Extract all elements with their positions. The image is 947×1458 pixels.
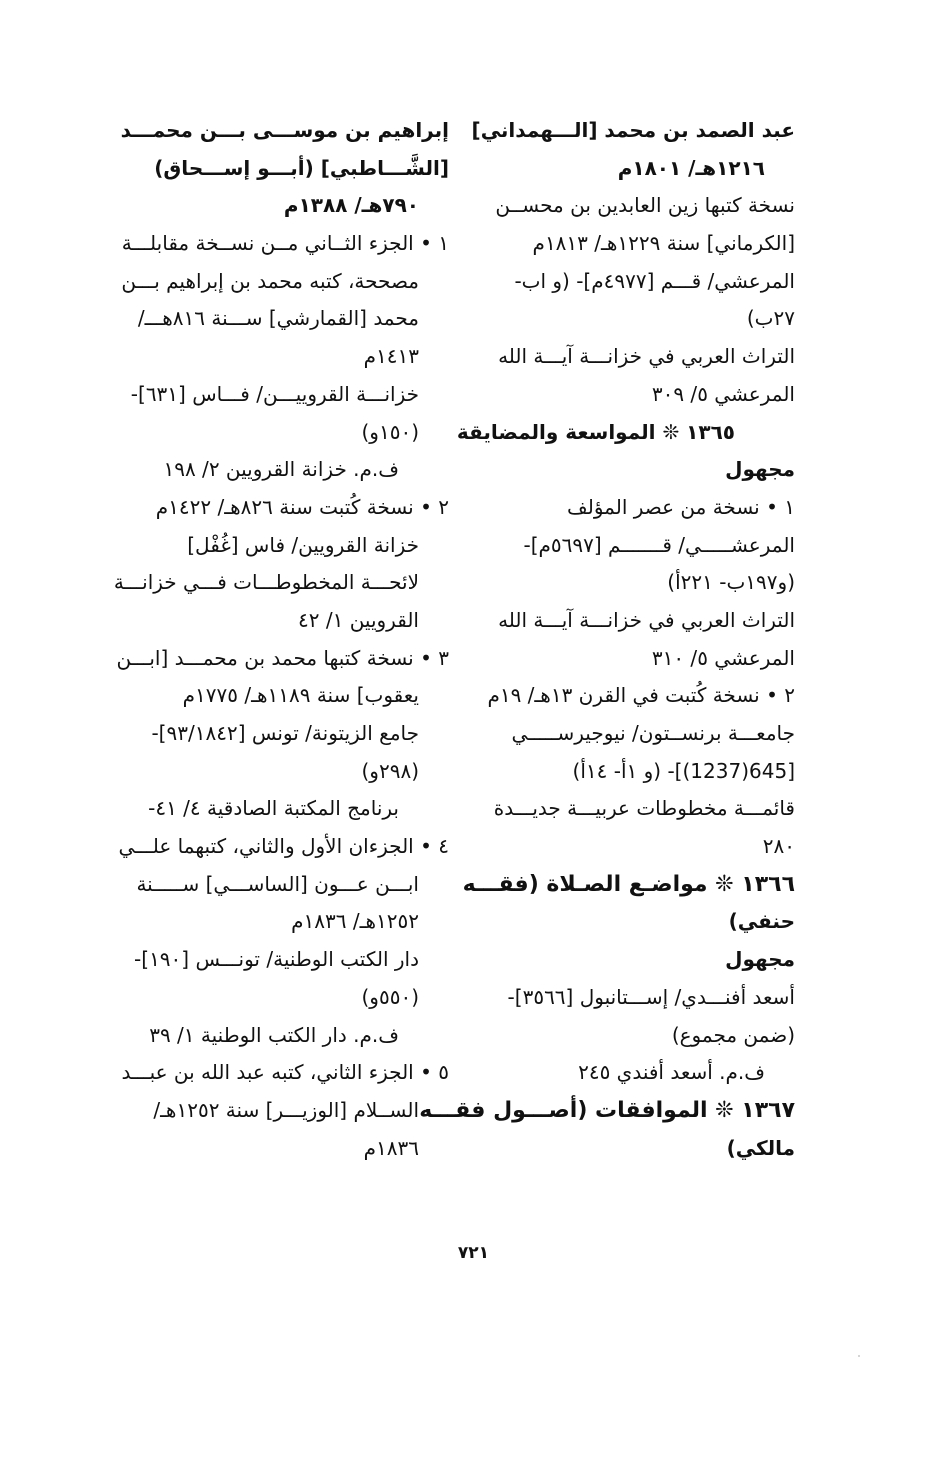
page-number: ٧٢١ [457,1243,490,1263]
left-column-line: (١٥٠و) [361,419,419,444]
right-column [419,112,795,1167]
right-column-line: عبد الصمد بن محمد [الـــهمداني] [471,118,795,142]
right-column-line: [645(1237)]- (و ١أ- ١٤أ) [572,758,795,783]
left-column-line: إبراهيم بن موســـى بـــن محمـــد [120,118,449,142]
left-column-line: لائحـــة المخطوطـــات فـــي خزانـــة [113,570,419,595]
left-column-line: ٤ • الجزءان الأول والثاني، كتبهما علـــي [118,834,449,859]
right-column-line: ف.م. أسعد أفندي ٢٤٥ [578,1060,765,1085]
left-column-line: ابـــن عـــون [الساســـي] ســـــنة [136,871,419,896]
right-column-line: نسخة كتبها زين العابدين بن محســن [495,193,795,218]
left-column-line: خزانـــة القروييـــن/ فـــاس [٦٣١]- [130,381,419,406]
left-column-line: ١٢٥٢هـ/ ١٨٣٦م [291,909,419,934]
left-column-line: برنامج المكتبة الصادقية ٤/ ٤١- [148,796,399,821]
right-column-line: ٢٧ب) [746,306,795,331]
left-column-line: ١٨٣٦م [363,1135,419,1160]
left-column-line: ٧٩٠هـ/ ١٣٨٨م [283,193,419,218]
right-column-line: حنفي) [728,909,795,934]
right-column-line: ١ • نسخة من عصر المؤلف [567,494,795,519]
right-column-line: المرعشي/ قـــم [٤٩٧٧م]- (و اب- [514,268,795,293]
right-column-line: [الكرماني] سنة ١٢٢٩هـ/ ١٨١٣م [532,231,795,256]
left-column-line: [الشَّـــاطبي] (أبـــو إســـحاق) [154,155,449,180]
left-column-line: القرويين ١/ ٤٢ [298,607,419,632]
right-column-line: جامعـــة برنســتون/ نيوجيرســـــي [511,721,795,745]
left-column-line: ٥ • الجزء الثاني، كتبه عبد الله بن عبـــد [121,1060,449,1085]
left-column-line: الســلام [الوزيـــر] سنة ١٢٥٢هـ/ [153,1097,419,1122]
left-column-line: ف.م. خزانة القرويين ٢/ ١٩٨ [163,457,399,482]
right-column-line: (ضمن مجموع) [671,1022,795,1047]
right-column-line: ١٣٦٦ ❊ مواضـع الصـلاة (فقـــه [462,871,795,897]
right-column-line: المرعشـــــي/ قـــــــم [٥٦٩٧م]- [523,532,795,557]
right-column-line: التراث العربي في خزانـــة آيـــة الله [498,344,795,369]
right-column-line: (و١٩٧ب- ٢٢١أ) [667,570,795,595]
left-column-line: جامع الزيتونة/ تونس [٩٣/١٨٤٢]- [151,721,419,745]
left-column-line: يعقوب] سنة ١١٨٩هـ/ ١٧٧٥م [182,683,419,708]
left-column-line: ٣ • نسخة كتبها محمد بن محمـــد [ابـــن [116,645,449,670]
right-column-line: مجهول [725,947,795,972]
right-column-line: ٢٨٠ [762,834,795,859]
left-column-line: ١٤١٣م [363,344,419,369]
scan-speck [858,1355,860,1357]
right-column-line: المرعشي ٥/ ٣١٠ [651,645,795,670]
left-column-line: دار الكتب الوطنية/ تونـــس [١٩٠]- [134,947,419,972]
right-column-line: أسعد أفنـــدي/ إســـتانبول [٣٥٦٦]- [507,984,795,1009]
right-column-line: المرعشي ٥/ ٣٠٩ [651,381,795,406]
right-column-line: ١٢١٦هـ/ ١٨٠١م [617,155,765,180]
right-column-line: قائمـــة مخطوطات عربيـــة جديـــدة [493,796,795,821]
left-column-line: خزانة القرويين/ فاس [غُفْل] [187,532,419,557]
right-column-line: مجهول [725,457,795,482]
left-column-line: ف.م. دار الكتب الوطنية ١/ ٣٩ [149,1022,399,1047]
right-column-line: ١٣٦٧ ❊ الموافقات (أصـــول فقـــه [419,1097,795,1123]
right-column-line: مالكي) [726,1135,795,1160]
left-column-line: ١ • الجزء الثــاني مــن نســخة مقابلـــة [121,231,449,256]
left-column-line: (٥٥٠و) [361,984,419,1009]
right-column-line: ١٣٦٥ ❊ المواسعة والمضايقة [456,419,735,444]
left-column-line: ٢ • نسخة كُتبت سنة ٨٢٦هـ/ ١٤٢٢م [155,494,449,519]
right-column-line: التراث العربي في خزانـــة آيـــة الله [498,607,795,632]
left-column-line: مصححة، كتبه محمد بن إبراهيم بـــن [121,268,419,293]
right-column-line: ٢ • نسخة كُتبت في القرن ١٣هـ/ ١٩م [487,683,795,708]
left-column [109,112,449,1167]
left-column-line: محمد [القمارشي] ســـنة ٨١٦هـــ/ [137,306,419,331]
left-column-line: (٢٩٨و) [361,758,419,783]
